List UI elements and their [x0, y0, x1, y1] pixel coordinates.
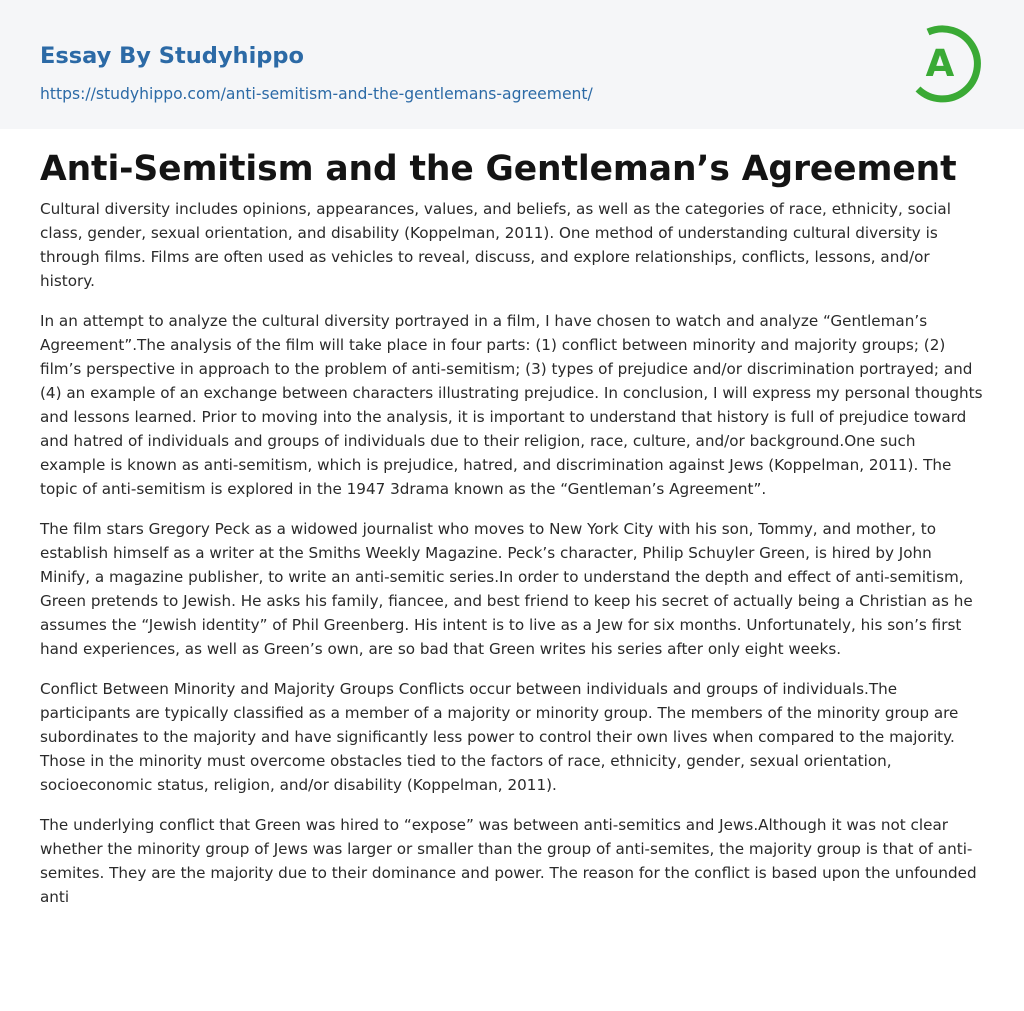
paragraph-1: Cultural diversity includes opinions, appearances, values, and beliefs, as well as the categories of race, ethnicity, social class, gender, sexual orientation, and disability (Koppelman, 2011). One method of understanding cultural diversity is through films. Films are often used as vehicles to reveal, discuss, and explore relationships, conflicts, lessons, and/or history.	[40, 200, 951, 290]
paragraph-3: The film stars Gregory Peck as a widowed journalist who moves to New York City with his son, Tommy, and mother, to establish himself as a writer at the Smiths Weekly Magazine. Peck’s character, Philip Schuyler Green, is hired by John Minify, a magazine publisher, to write an anti-semitic series.In order to understand the depth and effect of anti-semitism, Green pretends to Jewish. He asks his family, fiancee, and best friend to keep his secret of actually being a Christian as he assumes the “Jewish identity” of Phil Greenberg. His intent is to live as a Jew for six months. Unfortunately, his son’s first hand experiences, as well as Green’s own, are so bad that Green writes his series after only eight weeks.	[40, 520, 973, 658]
paragraph-2: In an attempt to analyze the cultural diversity portrayed in a film, I have chosen to watch and analyze “Gentleman’s Agreement”.The analysis of the film will take place in four parts: (1) conflict between minority and majority groups; (2) film’s perspective in approach to the problem of anti-semitism; (3) types of prejudice and/or discrimination portrayed; and (4) an example of an exchange between characters illustrating prejudice. In conclusion, I will express my personal thoughts and lessons learned. Prior to moving into the analysis, it is important to understand that history is full of prejudice toward and hatred of individuals and groups of individuals due to their religion, race, culture, and/or background.One such example is known as anti-semitism, which is prejudice, hatred, and discrimination against Jews (Koppelman, 2011). The topic of anti-semitism is explored in the 1947 3drama known as the “Gentleman’s Agreement”.	[40, 312, 983, 498]
paragraph-4: Conflict Between Minority and Majority Groups Conflicts occur between individuals and groups of individuals.The participants are typically classified as a member of a majority or minority group. The members of the minority group are subordinates to the majority and have significantly less power to control their own lives when compared to the majority. Those in the minority must overcome obstacles tied to the factors of race, ethnicity, gender, sexual orientation, socioeconomic status, religion, and/or disability (Koppelman, 2011).	[40, 680, 959, 794]
article-content	[0, 129, 1024, 1011]
studyhippo-logo-icon[interactable]	[911, 19, 987, 105]
article-title: Anti-Semitism and the Gentleman’s Agreement	[40, 149, 957, 189]
source-url-link[interactable]: https://studyhippo.com/anti-semitism-and-the-gentlemans-agreement/	[40, 85, 593, 103]
brand-title[interactable]: Essay By Studyhippo	[40, 43, 304, 69]
site-header	[0, 0, 1024, 129]
paragraph-5: The underlying conflict that Green was hired to “expose” was between anti-semitics and Jews.Although it was not clear whether the minority group of Jews was larger or smaller than the group of anti-semites, the majority group is that of anti-semites. They are the majority due to their dominance and power. The reason for the conflict is based upon the unfounded anti	[40, 816, 977, 906]
logo-letter: A	[925, 42, 955, 85]
logo-ring-icon	[911, 19, 987, 105]
